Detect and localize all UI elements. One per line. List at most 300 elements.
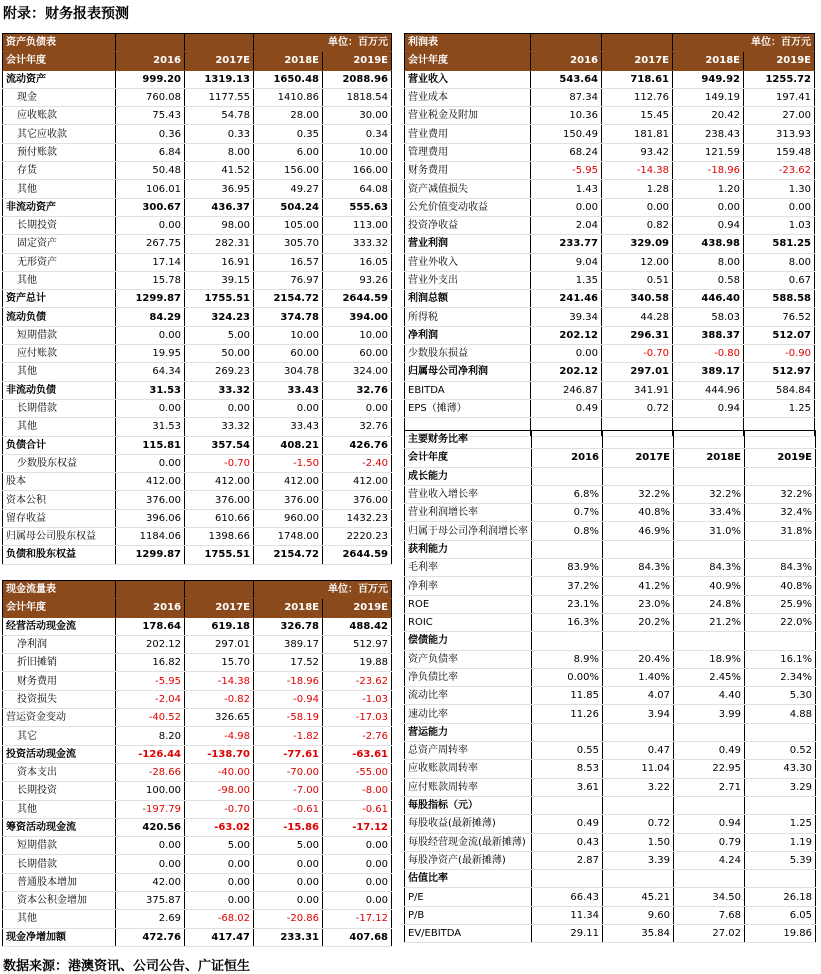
cell-value: 0.00: [323, 873, 392, 891]
row-label: 非流动负债: [3, 381, 116, 399]
cell-value: 39.15: [185, 271, 254, 289]
cell-value: 15.70: [185, 654, 254, 672]
cell-value: 166.00: [323, 162, 392, 180]
cell-value: 19.86: [745, 925, 816, 943]
year-2016: 2016: [116, 599, 185, 617]
cell-value: -138.70: [185, 745, 254, 763]
cell-value: 202.12: [531, 363, 602, 381]
table-row: [405, 381, 815, 399]
cell-value: -8.00: [323, 782, 392, 800]
cell-value: 305.70: [254, 235, 323, 253]
table-row: [405, 687, 816, 705]
cell-value: 15.78: [116, 271, 185, 289]
cell-value: 32.2%: [745, 485, 816, 503]
cell-value: 394.00: [323, 308, 392, 326]
cell-value: 28.00: [254, 107, 323, 125]
table-row: [3, 473, 392, 491]
cell-value: 0.33: [185, 125, 254, 143]
cell-value: 340.58: [602, 290, 673, 308]
cell-value: 87.34: [531, 88, 602, 106]
cell-value: 3.99: [674, 705, 745, 723]
table-row: [3, 763, 392, 781]
cell-value: 512.07: [744, 326, 815, 344]
cell-value: 1.25: [745, 815, 816, 833]
cell-value: 76.97: [254, 271, 323, 289]
row-label: 其他: [3, 271, 116, 289]
cell-value: 999.20: [116, 70, 185, 88]
cell-value: 376.00: [185, 491, 254, 509]
row-label: 无形资产: [3, 253, 116, 271]
row-label: 净利润: [405, 326, 531, 344]
cell-value: 5.00: [254, 837, 323, 855]
cell-value: 33.43: [254, 418, 323, 436]
table-row: [405, 613, 816, 631]
row-label: 财务费用: [3, 672, 116, 690]
cell-value: 20.4%: [603, 650, 674, 668]
cell-value: -2.76: [323, 727, 392, 745]
table-row: [405, 216, 815, 234]
table-row: [3, 143, 392, 161]
cell-value: 5.00: [185, 326, 254, 344]
table-row: [405, 399, 815, 417]
cell-value: 31.8%: [745, 522, 816, 540]
cell-value: 438.98: [673, 235, 744, 253]
cell-value: 2.34%: [745, 668, 816, 686]
cell-value: 0.00: [254, 892, 323, 910]
cell-value: 66.43: [532, 888, 603, 906]
table-row: [3, 855, 392, 873]
cell-value: 35.84: [603, 925, 674, 943]
row-label: 归属于母公司净利润增长率: [405, 522, 532, 540]
cell-value: 0.00: [531, 345, 602, 363]
table-row: [405, 522, 816, 540]
cell-value: -197.79: [116, 800, 185, 818]
cell-value: 10.00: [323, 143, 392, 161]
cell-value: 16.57: [254, 253, 323, 271]
cell-value: 296.31: [602, 326, 673, 344]
cell-value: 41.2%: [603, 577, 674, 595]
cell-value: 8.20: [116, 727, 185, 745]
row-label: 其他: [3, 418, 116, 436]
cell-value: -17.12: [323, 818, 392, 836]
cell-value: 75.43: [116, 107, 185, 125]
year-2019e: 2019E: [744, 52, 815, 70]
cell-value: 0.00: [185, 855, 254, 873]
row-label: 财务费用: [405, 162, 531, 180]
cell-value: 2.87: [532, 851, 603, 869]
cell-value: -17.12: [323, 910, 392, 928]
cell-value: 21.2%: [674, 613, 745, 631]
cell-value: 1.43: [531, 180, 602, 198]
cell-value: 412.00: [323, 473, 392, 491]
row-label: 折旧摊销: [3, 654, 116, 672]
cell-value: 304.78: [254, 363, 323, 381]
table-row: [405, 125, 815, 143]
cell-value: 555.63: [323, 198, 392, 216]
balance-sheet-year-header: 会计年度: [3, 52, 116, 70]
cell-value: 1650.48: [254, 70, 323, 88]
cell-value: 4.07: [603, 687, 674, 705]
table-row: [3, 617, 392, 635]
cell-value: -20.86: [254, 910, 323, 928]
row-label: 速动比率: [405, 705, 532, 723]
row-label: 营业外支出: [405, 271, 531, 289]
income-statement-body: [405, 34, 815, 437]
cell-value: 333.32: [323, 235, 392, 253]
cell-value: 60.00: [254, 345, 323, 363]
table-row: [3, 635, 392, 653]
cell-value: 3.94: [603, 705, 674, 723]
cell-value: 202.12: [531, 326, 602, 344]
cell-value: 40.9%: [674, 577, 745, 595]
cell-value: 512.97: [323, 635, 392, 653]
table-row: [3, 837, 392, 855]
row-label: 少数股东权益: [3, 454, 116, 472]
row-label: 长期借款: [3, 855, 116, 873]
table-row: [3, 180, 392, 198]
cell-value: -0.80: [673, 345, 744, 363]
cell-value: 1398.66: [185, 528, 254, 546]
table-row: [3, 216, 392, 234]
cell-value: 17.14: [116, 253, 185, 271]
cell-value: 3.61: [532, 778, 603, 796]
cell-value: 1818.54: [323, 88, 392, 106]
cell-value: 83.9%: [532, 559, 603, 577]
cell-value: 313.93: [744, 125, 815, 143]
row-label: 经营活动现金流: [3, 617, 116, 635]
cell-value: 42.00: [116, 873, 185, 891]
cell-value: 58.03: [673, 308, 744, 326]
cell-value: 324.00: [323, 363, 392, 381]
table-row: [405, 345, 815, 363]
cell-value: 0.49: [674, 742, 745, 760]
cell-value: -0.70: [185, 454, 254, 472]
year-2018e: 2018E: [674, 449, 745, 467]
cell-value: 1177.55: [185, 88, 254, 106]
cell-value: 241.46: [531, 290, 602, 308]
cell-value: -18.96: [673, 162, 744, 180]
cell-value: [603, 540, 674, 558]
cell-value: 10.00: [323, 326, 392, 344]
row-label: 非流动资产: [3, 198, 116, 216]
cell-value: 0.00: [116, 454, 185, 472]
row-label: 每股净资产(最新摊薄): [405, 851, 532, 869]
cell-value: 0.00: [116, 837, 185, 855]
ratios-body: [405, 431, 816, 943]
cell-value: -0.61: [254, 800, 323, 818]
cell-value: 282.31: [185, 235, 254, 253]
row-label: 负债合计: [3, 436, 116, 454]
cell-value: -5.95: [116, 672, 185, 690]
row-label: 现金净增加额: [3, 928, 116, 946]
cell-value: 32.76: [323, 381, 392, 399]
cell-value: 0.00: [116, 326, 185, 344]
cell-value: 300.67: [116, 198, 185, 216]
cell-value: 40.8%: [603, 504, 674, 522]
cell-value: [674, 632, 745, 650]
table-row: [3, 873, 392, 891]
cell-value: 1.40%: [603, 668, 674, 686]
cell-value: [603, 870, 674, 888]
cell-value: 17.52: [254, 654, 323, 672]
row-label: P/E: [405, 888, 532, 906]
cell-value: 0.94: [674, 815, 745, 833]
cell-value: -63.61: [323, 745, 392, 763]
cell-value: -0.82: [185, 690, 254, 708]
row-label: 资产总计: [3, 290, 116, 308]
cell-value: -7.00: [254, 782, 323, 800]
cell-value: 50.48: [116, 162, 185, 180]
cell-value: 25.9%: [745, 595, 816, 613]
cell-value: 68.24: [531, 143, 602, 161]
cell-value: 376.00: [254, 491, 323, 509]
row-label: 资产减值损失: [405, 180, 531, 198]
cell-value: 619.18: [185, 617, 254, 635]
row-label: 获利能力: [405, 540, 532, 558]
cell-value: 396.06: [116, 509, 185, 527]
table-row: [405, 363, 815, 381]
row-label: 长期借款: [3, 399, 116, 417]
row-label: 利润总额: [405, 290, 531, 308]
cell-value: 49.27: [254, 180, 323, 198]
cell-value: 375.87: [116, 892, 185, 910]
table-row: [405, 577, 816, 595]
cell-value: -58.19: [254, 709, 323, 727]
cell-value: 0.49: [532, 815, 603, 833]
cell-value: 2644.59: [323, 290, 392, 308]
cell-value: 16.05: [323, 253, 392, 271]
cell-value: 50.00: [185, 345, 254, 363]
cell-value: 1432.23: [323, 509, 392, 527]
row-label: 营业利润: [405, 235, 531, 253]
table-row: [3, 654, 392, 672]
table-row: [405, 760, 816, 778]
cell-value: 1.19: [745, 833, 816, 851]
cell-value: 32.4%: [745, 504, 816, 522]
cell-value: 84.29: [116, 308, 185, 326]
cell-value: [532, 870, 603, 888]
row-label: 净利润: [3, 635, 116, 653]
cell-value: 100.00: [116, 782, 185, 800]
cell-value: 233.77: [531, 235, 602, 253]
cell-value: 1.50: [603, 833, 674, 851]
cell-value: [603, 632, 674, 650]
cell-value: -1.03: [323, 690, 392, 708]
cell-value: 412.00: [116, 473, 185, 491]
cell-value: [603, 723, 674, 741]
table-row: [405, 851, 816, 869]
year-2019e: 2019E: [323, 52, 392, 70]
row-label: 应付账款周转率: [405, 778, 532, 796]
cell-value: 40.8%: [745, 577, 816, 595]
cell-value: 27.02: [674, 925, 745, 943]
table-row: [405, 833, 816, 851]
cell-value: 324.23: [185, 308, 254, 326]
cell-value: 2.71: [674, 778, 745, 796]
cell-value: 0.82: [602, 216, 673, 234]
row-label: EBITDA: [405, 381, 531, 399]
cell-value: 0.35: [254, 125, 323, 143]
cell-value: 3.22: [603, 778, 674, 796]
cell-value: 29.11: [532, 925, 603, 943]
cell-value: 45.21: [603, 888, 674, 906]
cell-value: 23.1%: [532, 595, 603, 613]
cashflow-year-header: 会计年度: [3, 599, 116, 617]
cell-value: 584.84: [744, 381, 815, 399]
cell-value: 326.78: [254, 617, 323, 635]
table-row: [405, 796, 816, 814]
row-label: 资本支出: [3, 763, 116, 781]
cell-value: 54.78: [185, 107, 254, 125]
cell-value: 3.29: [745, 778, 816, 796]
row-label: 现金: [3, 88, 116, 106]
table-row: [405, 723, 816, 741]
year-2018e: 2018E: [673, 52, 744, 70]
cell-value: 233.31: [254, 928, 323, 946]
table-row: [3, 125, 392, 143]
cell-value: 1299.87: [116, 546, 185, 564]
cell-value: 0.51: [602, 271, 673, 289]
row-label: 固定资产: [3, 235, 116, 253]
table-row: [405, 235, 815, 253]
table-row: [405, 540, 816, 558]
cell-value: 27.00: [744, 107, 815, 125]
row-label: ROIC: [405, 613, 532, 631]
year-2016: 2016: [532, 449, 603, 467]
cell-value: 0.00: [185, 399, 254, 417]
cell-value: 16.82: [116, 654, 185, 672]
cell-value: 105.00: [254, 216, 323, 234]
cell-value: 2220.23: [323, 528, 392, 546]
cell-value: 33.32: [185, 418, 254, 436]
cell-value: 18.9%: [674, 650, 745, 668]
cell-value: 1255.72: [744, 70, 815, 88]
row-label: 营运资金变动: [3, 709, 116, 727]
cell-value: 19.95: [116, 345, 185, 363]
cell-value: 0.72: [602, 399, 673, 417]
income-statement-table: [404, 33, 815, 437]
cell-value: 1319.13: [185, 70, 254, 88]
table-row: [3, 107, 392, 125]
row-label: 公允价值变动收益: [405, 198, 531, 216]
cell-value: 10.36: [531, 107, 602, 125]
table-row: [405, 308, 815, 326]
cell-value: 1.25: [744, 399, 815, 417]
cell-value: 267.75: [116, 235, 185, 253]
row-label: 营业收入: [405, 70, 531, 88]
cell-value: -98.00: [185, 782, 254, 800]
cell-value: 269.23: [185, 363, 254, 381]
cell-value: 16.1%: [745, 650, 816, 668]
cell-value: 33.43: [254, 381, 323, 399]
cell-value: -14.38: [185, 672, 254, 690]
cell-value: 1.28: [602, 180, 673, 198]
row-label: 长期投资: [3, 216, 116, 234]
table-row: [405, 290, 815, 308]
cell-value: 960.00: [254, 509, 323, 527]
cell-value: 44.28: [602, 308, 673, 326]
cell-value: 159.48: [744, 143, 815, 161]
data-source-note: 数据来源：港澳资讯、公司公告、广证恒生: [3, 959, 251, 974]
year-2017e: 2017E: [603, 449, 674, 467]
table-row: [3, 436, 392, 454]
cell-value: 2154.72: [254, 290, 323, 308]
cell-value: 0.00: [323, 892, 392, 910]
cell-value: 0.52: [745, 742, 816, 760]
cell-value: 6.8%: [532, 485, 603, 503]
cell-value: [532, 723, 603, 741]
cell-value: 407.68: [323, 928, 392, 946]
cell-value: 412.00: [254, 473, 323, 491]
year-2016: 2016: [531, 52, 602, 70]
row-label: 每股经营现金流(最新摊薄): [405, 833, 532, 851]
table-row: [405, 705, 816, 723]
cell-value: 0.36: [116, 125, 185, 143]
cell-value: 33.32: [185, 381, 254, 399]
cell-value: 39.34: [531, 308, 602, 326]
cell-value: 16.91: [185, 253, 254, 271]
row-label: 其他: [3, 910, 116, 928]
row-label: 存货: [3, 162, 116, 180]
table-row: [405, 668, 816, 686]
cell-value: 8.00: [673, 253, 744, 271]
cell-value: 0.00: [254, 873, 323, 891]
table-row: [3, 727, 392, 745]
row-label: 归属母公司净利润: [405, 363, 531, 381]
cell-value: 46.9%: [603, 522, 674, 540]
cell-value: 5.00: [185, 837, 254, 855]
cell-value: 297.01: [185, 635, 254, 653]
cell-value: 0.67: [744, 271, 815, 289]
cell-value: 43.30: [745, 760, 816, 778]
cell-value: 0.00: [323, 399, 392, 417]
cell-value: 0.7%: [532, 504, 603, 522]
cell-value: -5.95: [531, 162, 602, 180]
cell-value: 472.76: [116, 928, 185, 946]
cell-value: 32.2%: [603, 485, 674, 503]
table-row: [3, 454, 392, 472]
cell-value: 1755.51: [185, 546, 254, 564]
table-row: [3, 892, 392, 910]
table-row: [3, 253, 392, 271]
row-label: 流动负债: [3, 308, 116, 326]
row-label: 归属母公司股东权益: [3, 528, 116, 546]
row-label: 短期借款: [3, 837, 116, 855]
income-year-header: 会计年度: [405, 52, 531, 70]
cell-value: 0.43: [532, 833, 603, 851]
cell-value: 4.88: [745, 705, 816, 723]
table-row: [3, 672, 392, 690]
table-row: [3, 198, 392, 216]
cell-value: 7.68: [674, 906, 745, 924]
row-label: 其它应收款: [3, 125, 116, 143]
cell-value: 4.40: [674, 687, 745, 705]
cashflow-panel: [2, 580, 392, 947]
cell-value: -23.62: [744, 162, 815, 180]
cell-value: 376.00: [323, 491, 392, 509]
cell-value: 6.84: [116, 143, 185, 161]
cell-value: 0.00: [323, 837, 392, 855]
income-statement-unit: 单位：百万元: [673, 34, 815, 52]
cell-value: -15.86: [254, 818, 323, 836]
row-label: 估值比率: [405, 870, 532, 888]
cell-value: -17.03: [323, 709, 392, 727]
table-row: [405, 467, 816, 485]
table-row: [3, 290, 392, 308]
row-label: 净利率: [405, 577, 532, 595]
cell-value: 84.3%: [674, 559, 745, 577]
row-label: 筹资活动现金流: [3, 818, 116, 836]
